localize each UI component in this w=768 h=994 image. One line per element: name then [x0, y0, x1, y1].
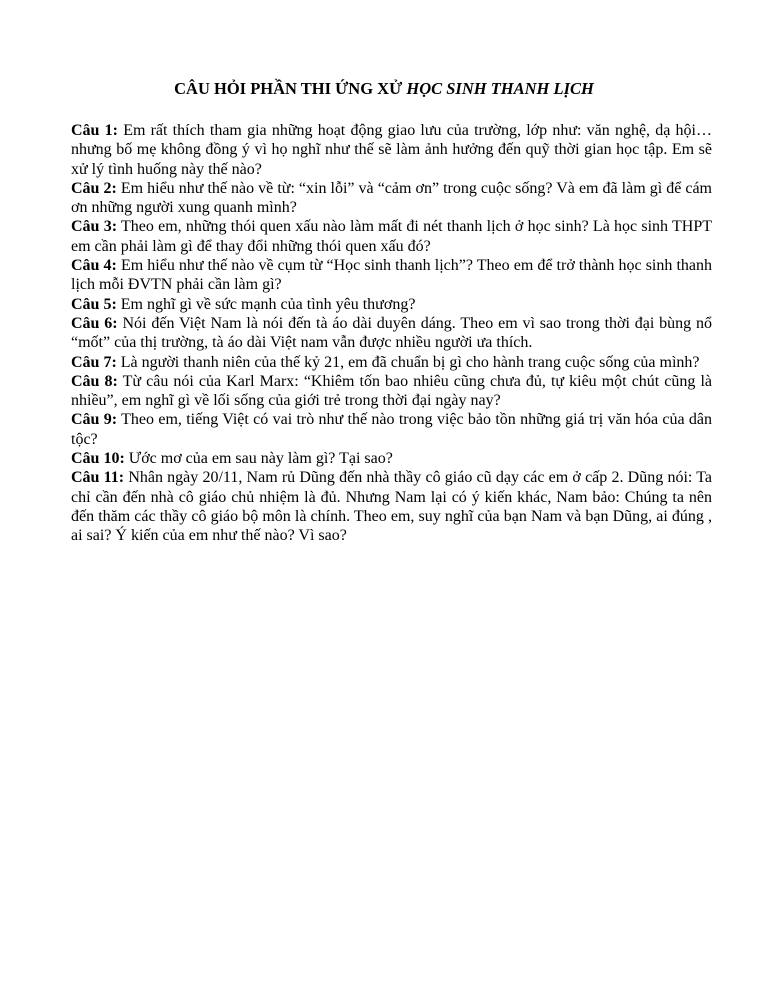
question-item	[71, 295, 712, 314]
question-text: Ước mơ của em sau này làm gì? Tại sao?	[128, 450, 393, 468]
question-label: Câu 1:	[71, 122, 118, 139]
question-item	[71, 121, 712, 179]
question-text: Em rất thích tham gia những hoạt động giao lưu của trường, lớp như: văn nghệ, dạ hội… nhưng bố mẹ không đồng ý vì họ nghĩ như thế sẽ làm ảnh hưởng đến quỹ thời gian học tập. Em sẽ xử lý tình huống này thế nào?	[71, 122, 713, 178]
question-label: Câu 3:	[71, 218, 118, 236]
question-text: Em hiểu như thế nào về từ: “xin lỗi” và “cảm ơn” trong cuộc sống? Và em đã làm gì để cám ơn những người xung quanh mình?	[71, 179, 712, 217]
question-item	[71, 217, 712, 256]
question-item	[71, 468, 712, 545]
question-label: Câu 5:	[71, 295, 117, 313]
question-label: Câu 8:	[71, 372, 118, 390]
question-text: Em hiểu như thế nào về cụm từ “Học sinh thanh lịch”? Theo em để trở thành học sinh thanh lịch mỗi ĐVTN phải cần làm gì?	[71, 257, 713, 294]
question-label: Câu 6:	[71, 314, 118, 332]
title-prefix: CÂU HỎI PHẦN THI ỨNG XỬ	[174, 79, 403, 98]
question-label: Câu 10:	[71, 450, 125, 468]
question-item	[71, 410, 712, 449]
question-label: Câu 11:	[71, 469, 125, 487]
question-text: Theo em, tiếng Việt có vai trò như thế nào trong việc bảo tồn những giá trị văn hóa của dân tộc?	[71, 411, 713, 448]
question-text: Là người thanh niên của thế kỷ 21, em đã chuẩn bị gì cho hành trang cuộc sống của mình?	[120, 353, 700, 371]
title-italic: HỌC SINH THANH LỊCH	[406, 79, 594, 98]
question-label: Câu 4:	[71, 257, 117, 275]
question-item	[71, 372, 712, 411]
question-item	[71, 314, 712, 353]
question-label: Câu 2:	[71, 179, 117, 197]
question-text: Theo em, những thói quen xấu nào làm mất đi nét thanh lịch ở học sinh? Là học sinh THPT em cần phải làm gì để thay đổi những thói quen xấu đó?	[71, 218, 713, 255]
question-label: Câu 9:	[71, 411, 118, 429]
question-list	[71, 121, 712, 546]
question-text: Nhân ngày 20/11, Nam rủ Dũng đến nhà thầy cô giáo cũ dạy các em ở cấp 2. Dũng nói: Ta chỉ cần đến nhà cô giáo chủ nhiệm là đủ. Nhưng Nam lại có ý kiến khác, Nam bảo: Chúng ta nên đến thăm các thầy cô giáo bộ môn là chính. Theo em, suy nghĩ của bạn Nam và bạn Dũng, ai đúng , ai sai? Ý kiến của em như thế nào? Vì sao?	[71, 469, 712, 545]
question-label: Câu 7:	[71, 353, 117, 371]
question-item	[71, 179, 712, 218]
question-text: Nói đến Việt Nam là nói đến tà áo dài duyên dáng. Theo em vì sao trong thời đại bùng nổ “mốt” của thị trường, tà áo dài Việt nam vẫn được nhiều người ưa thích.	[71, 314, 713, 352]
question-item	[71, 353, 712, 372]
question-text: Em nghĩ gì về sức mạnh của tình yêu thương?	[120, 295, 416, 313]
question-text: Từ câu nói của Karl Marx: “Khiêm tốn bao nhiêu cũng chưa đủ, tự kiêu một chút cũng là nhiều”, em nghĩ gì về lối sống của giới trẻ trong thời đại ngày nay?	[71, 372, 713, 410]
document-title	[0, 79, 768, 99]
question-item	[71, 256, 712, 295]
question-item	[71, 449, 712, 468]
